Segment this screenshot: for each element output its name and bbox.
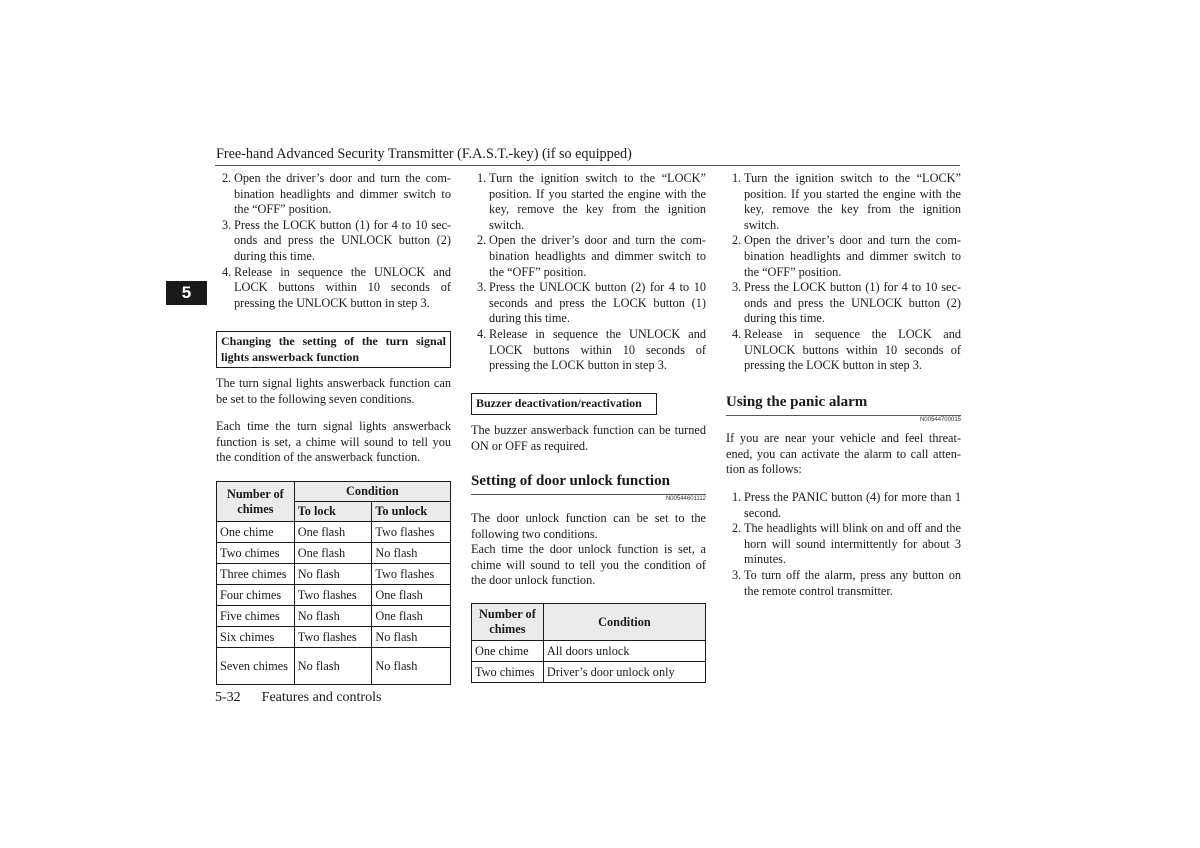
buzzer-para: The buzzer answerback function can be turned ON or OFF as required. [471, 423, 706, 453]
table-row: Two chimes Driver’s door unlock only [472, 662, 706, 683]
list-item: 3. Press the UNLOCK button (2) for 4 to 10 seconds and press the LOCK button (1) during this time. [477, 280, 706, 326]
section-rule [471, 494, 706, 495]
list-item: 2. Open the driver’s door and turn the com-bination headlights and dimmer switch to the “OFF” position. [732, 233, 961, 279]
turn-signal-para-1: The turn signal lights answerback function can be set to the following seven conditions. [216, 376, 451, 406]
table-header-number: Number of chimes [472, 604, 544, 641]
header-rule [215, 165, 960, 166]
table-header-unlock: To unlock [372, 502, 451, 522]
list-item: 3. Press the LOCK button (1) for 4 to 10 sec-onds and press the UNLOCK button (2) during this time. [222, 217, 451, 263]
section-code: N00544700015 [919, 417, 961, 423]
table-row: Seven chimes No flash No flash [217, 648, 451, 685]
page-header-title: Free-hand Advanced Security Transmitter (F.A.S.T.-key) (if so equipped) [216, 146, 632, 162]
column3-steps [726, 171, 961, 374]
list-item: 1. Press the PANIC button (4) for more than 1 second. [732, 490, 961, 520]
list-item: 4. Release in sequence the UNLOCK and LOCK buttons within 10 seconds of pressing the LOCK button in step 3. [477, 326, 706, 373]
chapter-tab: 5 [166, 281, 207, 305]
panic-alarm-section-title: Using the panic alarm [726, 394, 868, 410]
list-item: 2. Open the driver’s door and turn the com-bination headlights and dimmer switch to the “OFF” position. [222, 171, 451, 217]
door-unlock-para-2: Each time the door unlock function is set, a chime will sound to tell you the condition of the door unlock function. [471, 542, 706, 588]
turn-signal-para-2: Each time the turn signal lights answerback function is set, a chime will sound to tell you the condition of the answerback function. [216, 419, 451, 465]
list-item: 2. The headlights will blink on and off and the horn will sound intermittently for about 3 minutes. [732, 521, 961, 567]
table-row: Four chimes Two flashes One flash [217, 585, 451, 606]
table-row: Three chimes No flash Two flashes [217, 564, 451, 585]
table-row: One chime All doors unlock [472, 641, 706, 662]
list-item: 4. Release in sequence the LOCK and UNLOCK buttons within 10 seconds of pressing the LOCK button in step 3. [732, 326, 961, 373]
section-code: N00544601112 [665, 496, 706, 502]
section-rule [726, 415, 961, 416]
turn-signal-box-heading: Changing the setting of the turn signal lights answerback function [216, 331, 451, 368]
panic-alarm-steps [726, 490, 961, 599]
turn-signal-table [216, 481, 451, 685]
door-unlock-para-1: The door unlock function can be set to the following two conditions. [471, 511, 706, 541]
column1-steps [216, 171, 451, 311]
list-item: 4. Release in sequence the UNLOCK and LOCK buttons within 10 seconds of pressing the UNLOCK button in step 3. [222, 264, 451, 310]
table-row: Two chimes One flash No flash [217, 543, 451, 564]
table-header-lock: To lock [294, 502, 372, 522]
table-header-condition: Condition [294, 482, 450, 502]
table-row: Five chimes No flash One flash [217, 606, 451, 627]
list-item: 3. To turn off the alarm, press any button on the remote control transmitter. [732, 567, 961, 598]
door-unlock-table [471, 603, 706, 683]
buzzer-box-heading: Buzzer deactivation/reactivation [471, 393, 657, 415]
table-header-number: Number of chimes [217, 482, 295, 522]
door-unlock-section-title: Setting of door unlock function [471, 473, 670, 489]
page-footer [215, 690, 381, 706]
page-number: 5-32 [215, 690, 241, 705]
list-item: 3. Press the LOCK button (1) for 4 to 10 sec-onds and press the UNLOCK button (2) during this time. [732, 280, 961, 326]
footer-section: Features and controls [261, 690, 382, 705]
table-row: One chime One flash Two flashes [217, 522, 451, 543]
table-header-condition: Condition [543, 604, 705, 641]
panic-alarm-para: If you are near your vehicle and feel threat-ened, you can activate the alarm to call atten-tion as follows: [726, 431, 961, 477]
column2-steps [471, 171, 706, 374]
list-item: 1. Turn the ignition switch to the “LOCK” position. If you started the engine with the key, remove the key from the ignition switch. [732, 171, 961, 232]
table-row: Six chimes Two flashes No flash [217, 627, 451, 648]
list-item: 2. Open the driver’s door and turn the com-bination headlights and dimmer switch to the “OFF” position. [477, 233, 706, 279]
list-item: 1. Turn the ignition switch to the “LOCK” position. If you started the engine with the key, remove the key from the ignition switch. [477, 171, 706, 232]
